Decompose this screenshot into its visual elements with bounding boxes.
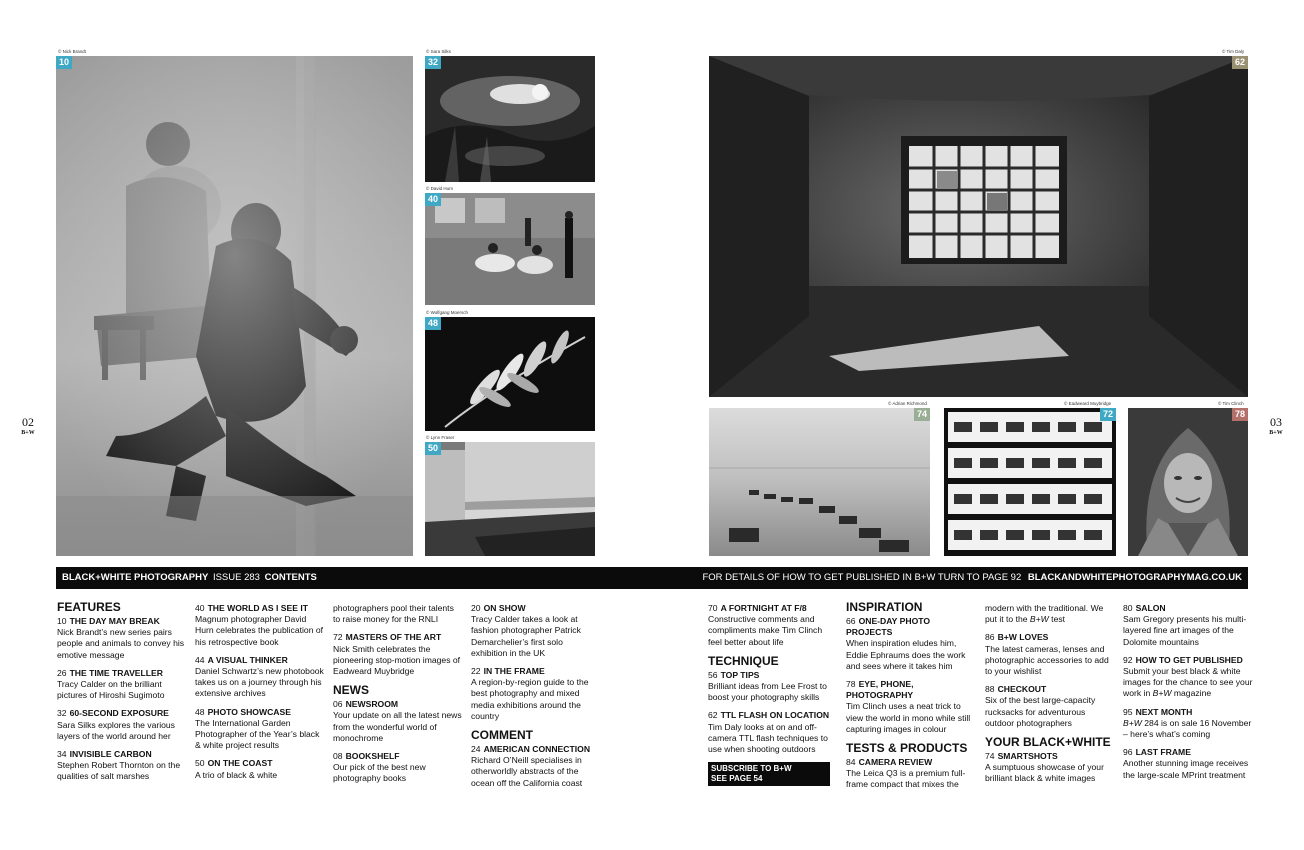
page-badge: 62 — [1232, 56, 1248, 69]
contents-entry[interactable]: 26 THE TIME TRAVELLER Tracy Calder on the brilliant pictures of Hiroshi Sugimoto — [57, 667, 165, 701]
magazine-title: BLACK+WHITE PHOTOGRAPHY — [62, 572, 209, 583]
contents-entry[interactable]: 22 IN THE FRAME A region-by-region guide to the best photography and mixed media exhibitions around the country — [471, 666, 589, 721]
subscribe-button[interactable]: SUBSCRIBE TO B+W SEE PAGE 54 — [708, 762, 830, 786]
contents-entry[interactable]: 80 SALON Sam Gregory presents his multi-layered fine art images of the Dolomite mountains — [1123, 603, 1247, 647]
contents-entry[interactable]: 70 A FORTNIGHT AT F/8 Constructive comments and compliments make Tim Clinch feel better about life — [708, 603, 823, 647]
page-badge: 48 — [425, 317, 441, 330]
photo-credit: © Sara Silks — [426, 49, 451, 54]
page-badge: 78 — [1232, 408, 1248, 421]
section-news: NEWS — [333, 683, 369, 698]
contents-entry[interactable]: 24 AMERICAN CONNECTION Richard O’Neill specialises in otherworldly abstracts of the ocean off the California coast — [471, 744, 591, 788]
section-your-bw: YOUR BLACK+WHITE — [985, 735, 1111, 750]
section-tests-products: TESTS & PRODUCTS — [846, 741, 968, 756]
issue-number: ISSUE 283 — [212, 572, 260, 583]
feature-photo-seascape[interactable] — [709, 408, 930, 556]
right-page-number: 03 — [1270, 415, 1282, 429]
contents-entry[interactable]: 62 TTL FLASH ON LOCATION Tim Daly looks at on and off-camera TTL flash techniques to use when shooting outdoors — [708, 710, 830, 755]
contents-entry[interactable]: 88 CHECKOUT Six of the best large-capacity rucksacks for adventurous outdoor photographers — [985, 684, 1096, 728]
contents-entry[interactable]: 84 CAMERA REVIEW The Leica Q3 is a premium full-frame compact that mixes the — [846, 757, 966, 790]
website-link[interactable]: BLACKANDWHITEPHOTOGRAPHYMAG.CO.UK — [1027, 572, 1242, 583]
page-badge: 32 — [425, 56, 441, 69]
contents-entry[interactable]: 32 60-SECOND EXPOSURE Sara Silks explores the various layers of the world around her — [57, 708, 175, 741]
seascape-image — [709, 408, 930, 556]
contents-entry[interactable]: 86 B+W LOVES The latest cameras, lenses and photographic accessories to add to your wishlist — [985, 632, 1109, 677]
contents-column-2 — [195, 603, 325, 788]
horse-sequence-image — [944, 408, 1116, 556]
feature-photo-coast[interactable] — [425, 442, 595, 556]
contents-entry[interactable]: 50 ON THE COAST A trio of black & white — [195, 758, 278, 780]
surreal-image — [425, 56, 595, 182]
contents-column-7 — [985, 603, 1115, 792]
page-badge: 50 — [425, 442, 441, 455]
photo-credit: © Tim Clinch — [1218, 401, 1244, 406]
contents-entry[interactable]: 74 SMARTSHOTS A sumptuous showcase of your brilliant black & white images — [985, 751, 1104, 784]
contents-entry[interactable]: 20 ON SHOW Tracy Calder takes a look at fashion photographer Patrick Demarchelier’s first solo exhibition in the UK — [471, 603, 581, 658]
page-badge: 72 — [1100, 408, 1116, 421]
contents-entry[interactable]: 72 MASTERS OF THE ART Nick Smith celebrates the pioneering stop-motion images of Eadweard Muybridge — [333, 632, 461, 677]
contents-bar — [56, 567, 1248, 589]
portrait-image — [1128, 408, 1248, 556]
contents-title: CONTENTS — [264, 572, 317, 583]
contents-entry-continued[interactable]: modern with the traditional. We put it to the B+W test — [985, 603, 1104, 625]
contents-column-1 — [57, 601, 187, 790]
contents-entry[interactable]: 40 THE WORLD AS I SEE IT Magnum photographer David Hurn celebrates the publication of his retrospective book — [195, 603, 324, 647]
contents-column-3 — [333, 603, 463, 792]
bar-left — [62, 567, 317, 589]
contents-entry[interactable]: 06 NEWSROOM Your update on all the latest news from the wonderful world of monochrome — [333, 699, 462, 743]
contents-entry[interactable]: 78 EYE, PHONE, PHOTOGRAPHY Tim Clinch uses a neat trick to view the world in mono while still capturing images in colour — [846, 679, 971, 734]
feature-photo-monkey[interactable] — [56, 56, 413, 556]
photo-credit: © Eadweard Muybridge — [1064, 401, 1112, 406]
section-features: FEATURES — [57, 600, 121, 614]
section-inspiration: INSPIRATION — [846, 600, 923, 614]
coast-image — [425, 442, 595, 556]
contents-entry[interactable]: 66 ONE-DAY PHOTO PROJECTS When inspiration eludes him, Eddie Ephraums does the work and sees where it takes him — [846, 616, 966, 671]
feature-photo-portrait[interactable] — [1128, 408, 1248, 556]
plant-image — [425, 317, 595, 431]
feature-photo-dancers[interactable] — [425, 193, 595, 305]
photo-credit: © Tim Daly — [1222, 49, 1245, 54]
feature-photo-plant[interactable] — [425, 317, 595, 431]
contents-column-8 — [1123, 603, 1253, 788]
publish-info: FOR DETAILS OF HOW TO GET PUBLISHED IN B+W TURN TO PAGE 92 — [702, 572, 1022, 583]
right-folio-brand: B+W — [1269, 430, 1283, 436]
contents-entry[interactable]: 92 HOW TO GET PUBLISHED Submit your best black & white images for the chance to see your work in B+W magazine — [1123, 654, 1253, 699]
right-folio — [1266, 415, 1286, 436]
room-window-image — [709, 56, 1248, 397]
left-folio — [18, 415, 38, 436]
page-badge: 40 — [425, 193, 441, 206]
bar-right — [702, 567, 1242, 589]
dancers-image — [425, 193, 595, 305]
contents-column-5 — [708, 603, 838, 786]
contents-entry[interactable]: 08 BOOKSHELF Our pick of the best new photography books — [333, 751, 426, 784]
feature-photo-muybridge[interactable] — [944, 408, 1116, 556]
photo-credit: © Nick Brandt — [58, 49, 86, 54]
photo-credit: © Adrian Richmond — [888, 401, 927, 406]
feature-photo-surreal[interactable] — [425, 56, 595, 182]
contents-entry[interactable]: 10 THE DAY MAY BREAK Nick Brandt’s new series pairs people and animals to convey his emotive message — [57, 616, 185, 660]
section-technique: TECHNIQUE — [708, 653, 779, 668]
contents-entry[interactable]: 56 TOP TIPS Brilliant ideas from Lee Frost to boost your photography skills — [708, 669, 827, 703]
contents-entry[interactable]: 95 NEXT MONTH B+W 284 is on sale 16 November – here’s what’s coming — [1123, 706, 1252, 740]
monkey-fog-image — [56, 56, 413, 556]
page-badge: 10 — [56, 56, 72, 69]
contents-entry-continued[interactable]: photographers pool their talents to raise money for the RNLI — [333, 603, 454, 625]
contents-entry[interactable]: 44 A VISUAL THINKER Daniel Schwartz’s new photobook takes us on a journey through his extensive archives — [195, 654, 324, 699]
photo-credit: © Wolfgang Moersch — [426, 310, 469, 315]
left-folio-brand: B+W — [21, 430, 35, 436]
photo-credit: © David Hurn — [426, 186, 454, 191]
contents-entry[interactable]: 48 PHOTO SHOWCASE The International Garden Photographer of the Year’s black & white project results — [195, 706, 320, 751]
contents-entry[interactable]: 34 INVISIBLE CARBON Stephen Robert Thornton on the qualities of salt marshes — [57, 749, 181, 782]
contents-entry[interactable]: 96 LAST FRAME Another stunning image receives the large-scale MPrint treatment — [1123, 747, 1249, 780]
section-comment: COMMENT — [471, 728, 533, 743]
contents-column-6 — [846, 601, 976, 798]
left-page-number: 02 — [22, 415, 34, 429]
photo-credit: © Lynn Fraser — [426, 435, 455, 440]
contents-column-4 — [471, 603, 601, 796]
page-badge: 74 — [914, 408, 930, 421]
feature-photo-room[interactable] — [709, 56, 1248, 397]
